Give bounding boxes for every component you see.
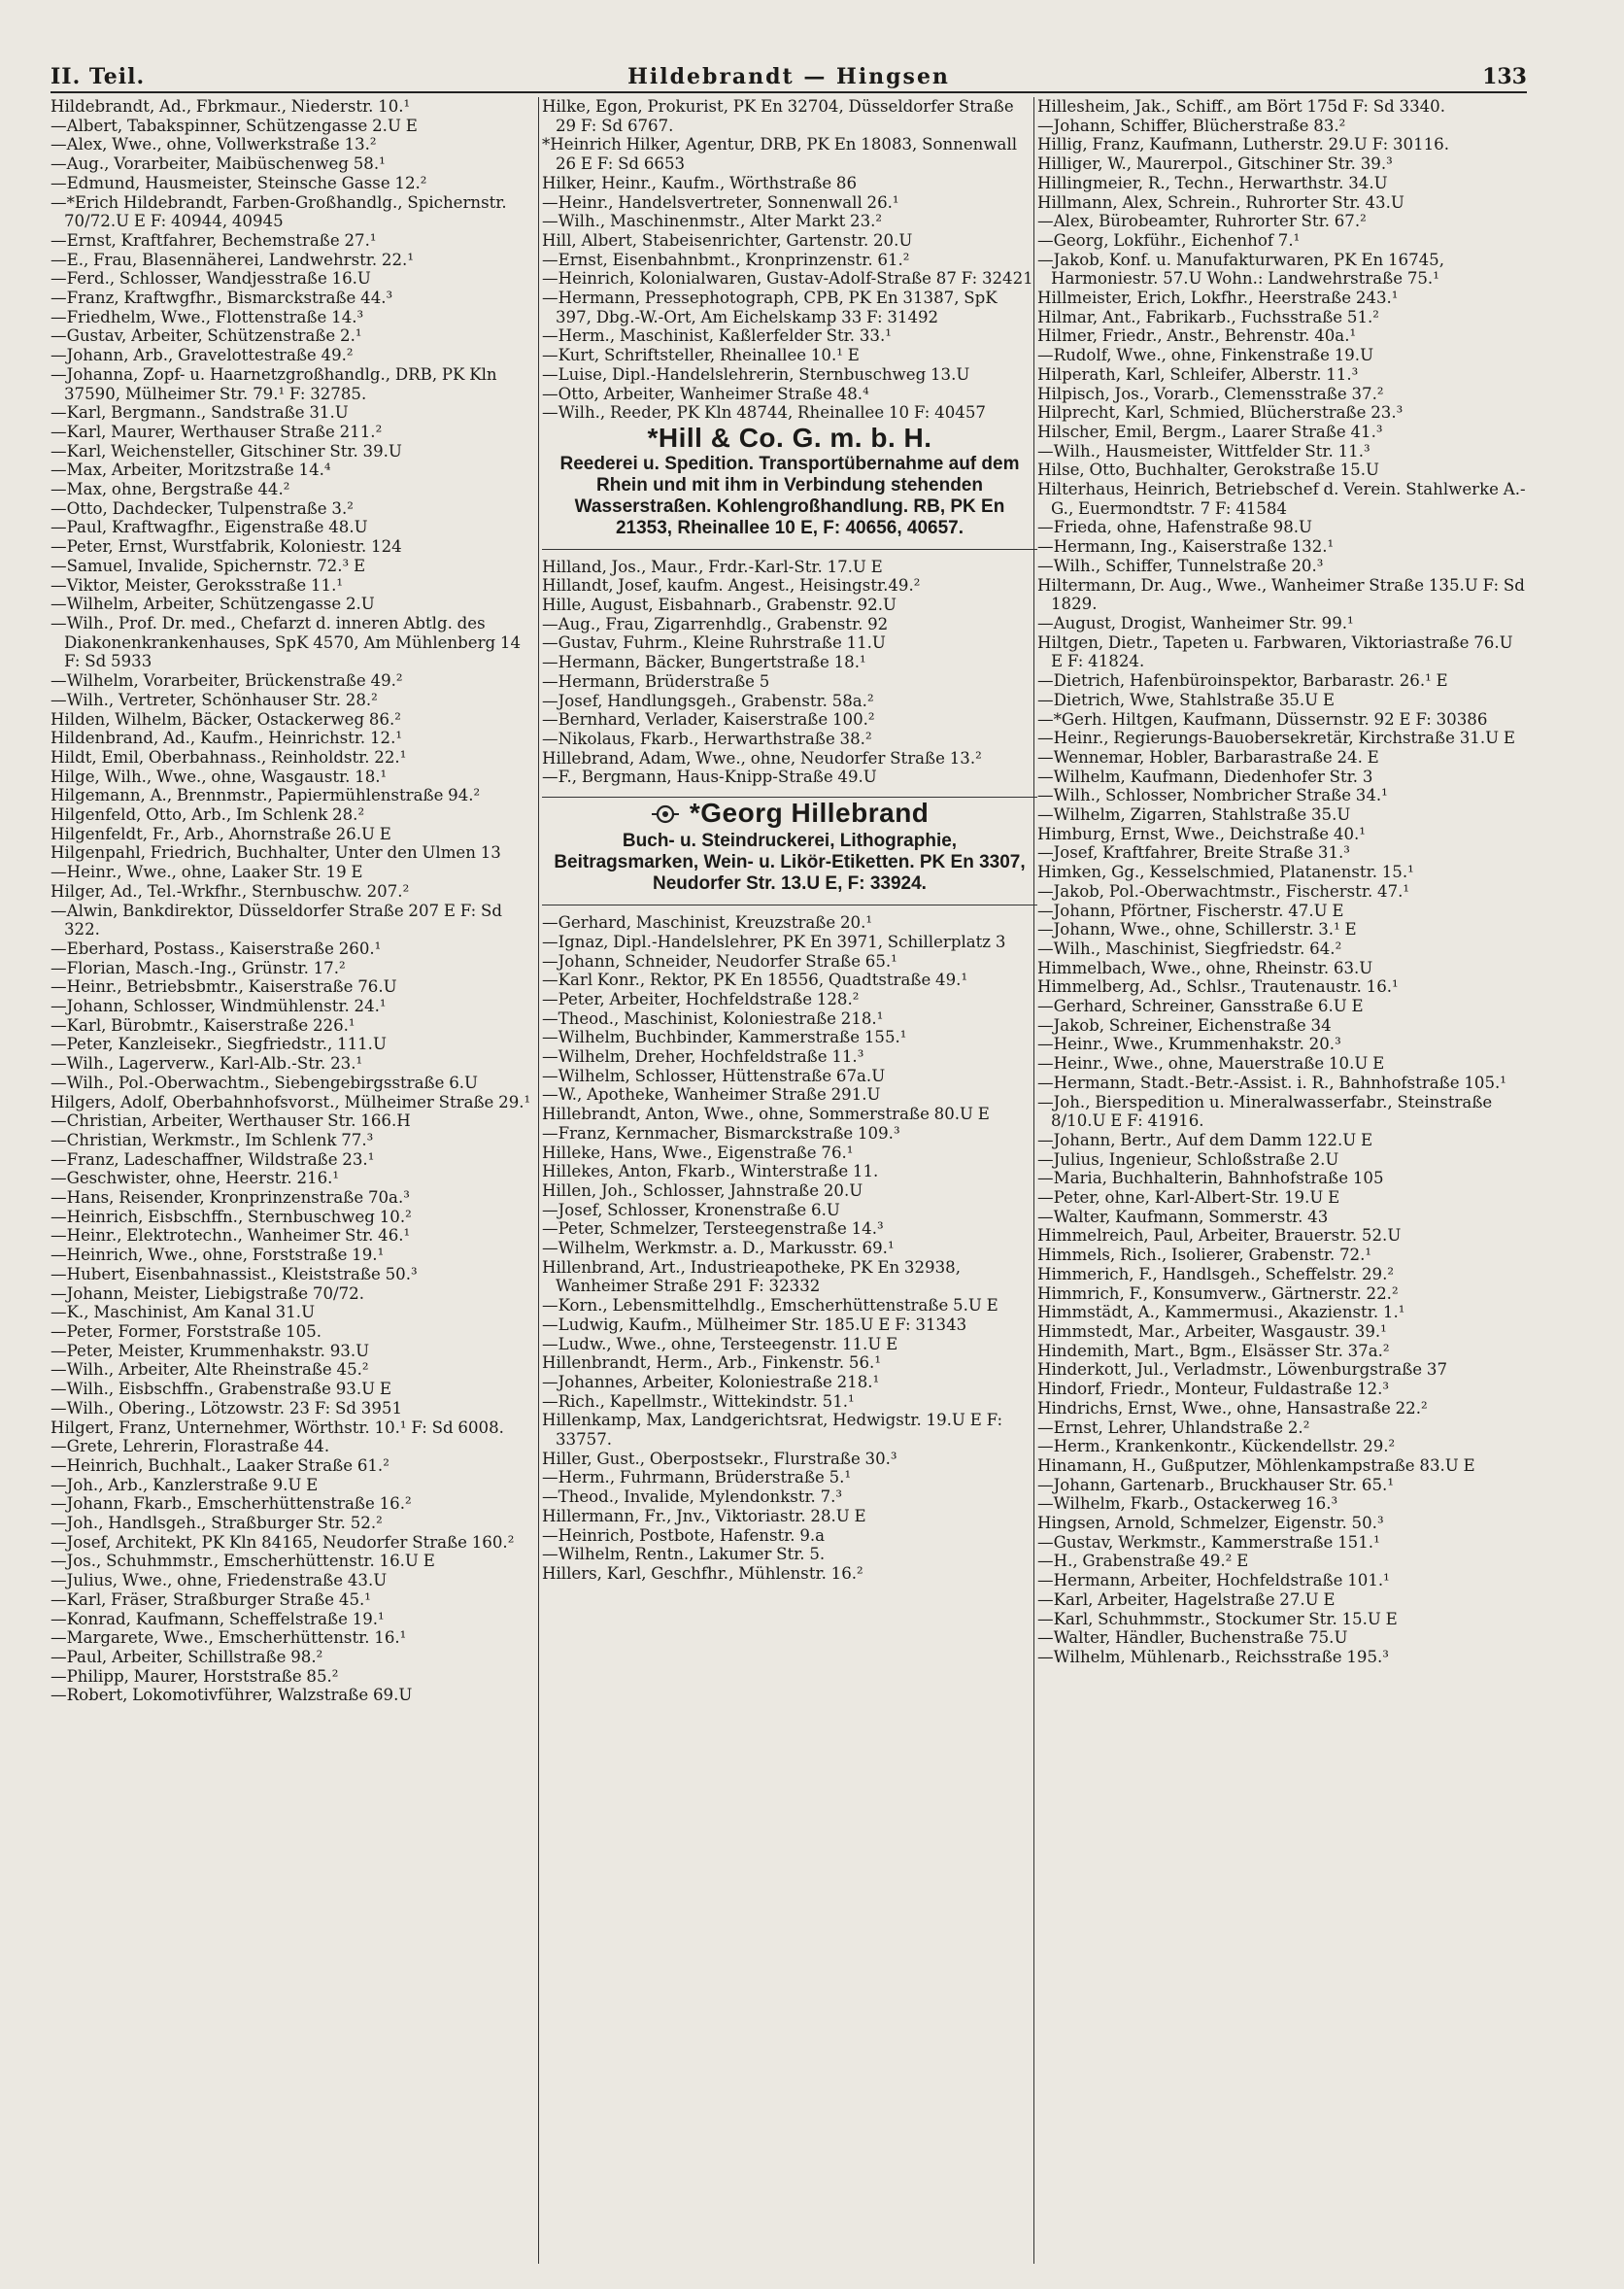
- directory-entry: —Herm., Krankenkontr., Kückendellstr. 29.²: [1037, 1437, 1396, 1456]
- directory-entry: Hillingmeier, R., Techn., Herwarthstr. 34.U: [1037, 173, 1388, 192]
- directory-entry: Hilland, Jos., Maur., Frdr.-Karl-Str. 17.U E: [542, 557, 883, 576]
- directory-entry: —Albert, Tabakspinner, Schützengasse 2.U E: [51, 116, 418, 135]
- directory-entry: —Hans, Reisender, Kronprinzenstraße 70a.³: [51, 1188, 410, 1208]
- directory-entry: —*Erich Hildebrandt, Farben-Großhandlg., Spichernstr. 70/72.U E F: 40944, 40945: [51, 192, 507, 231]
- directory-entry: —Karl Konr., Rektor, PK En 18556, Quadtstraße 49.¹: [542, 971, 968, 990]
- directory-entry: Hildenbrand, Ad., Kaufm., Heinrichstr. 12.¹: [51, 729, 403, 748]
- directory-entry: —Dietrich, Hafenbüroinspektor, Barbarastr. 26.¹ E: [1037, 671, 1448, 691]
- directory-entry: —Herm., Maschinist, Kaßlerfelder Str. 33.¹: [542, 326, 892, 346]
- directory-entry: —Peter, Former, Forststraße 105.: [51, 1322, 322, 1341]
- advert-rule: [542, 549, 1037, 550]
- directory-entry: —Gustav, Werkmstr., Kammerstraße 151.¹: [1037, 1532, 1380, 1552]
- directory-entry: —Aug., Frau, Zigarrenhdlg., Grabenstr. 92: [542, 614, 889, 633]
- directory-entry: —Franz, Ladeschaffner, Wildstraße 23.¹: [51, 1149, 375, 1169]
- directory-entry: —Wilh., Schlosser, Nombricher Straße 34.¹: [1037, 786, 1388, 805]
- directory-entry: Hillenbrandt, Herm., Arb., Finkenstr. 56.¹: [542, 1353, 881, 1373]
- directory-entry: Hilmer, Friedr., Anstr., Behrenstr. 40a.¹: [1037, 326, 1357, 346]
- directory-entry: —Josef, Schlosser, Kronenstraße 6.U: [542, 1200, 840, 1219]
- directory-entry: —Paul, Arbeiter, Schillstraße 98.²: [51, 1647, 323, 1666]
- directory-entry: —Hubert, Eisenbahnassist., Kleiststraße 50.³: [51, 1264, 418, 1283]
- directory-entry: Hill, Albert, Stabeisenrichter, Gartenstr. 20.U: [542, 230, 913, 250]
- directory-entry: —Wilhelm, Dreher, Hochfeldstraße 11.³: [542, 1047, 864, 1067]
- directory-entry: Himburg, Ernst, Wwe., Deichstraße 40.¹: [1037, 824, 1366, 843]
- directory-entry: —Max, ohne, Bergstraße 44.²: [51, 480, 290, 499]
- directory-entry: —Paul, Kraftwagfhr., Eigenstraße 48.U: [51, 518, 368, 537]
- directory-entry: —Korn., Lebensmittelhdlg., Emscherhüttenstraße 5.U E: [542, 1296, 998, 1315]
- directory-entry: Hildebrandt, Ad., Fbrkmaur., Niederstr. 10.¹: [51, 97, 411, 116]
- middle-mid-entries: [542, 558, 1037, 787]
- directory-entry: —Wilh., Arbeiter, Alte Rheinstraße 45.²: [51, 1360, 369, 1380]
- directory-entry: Hilpisch, Jos., Vorarb., Clemensstraße 37.²: [1037, 384, 1384, 403]
- directory-entry: Hillmeister, Erich, Lokfhr., Heerstraße 243.¹: [1037, 289, 1399, 308]
- directory-entry: —Peter, Arbeiter, Hochfeldstraße 128.²: [542, 989, 860, 1008]
- directory-entry: —Johann, Meister, Liebigstraße 70/72.: [51, 1283, 365, 1303]
- directory-entry: —Karl, Fräser, Straßburger Straße 45.¹: [51, 1589, 371, 1609]
- directory-entry: Hilliger, W., Maurerpol., Gitschiner Str. 39.³: [1037, 154, 1393, 174]
- directory-entry: —Wilhelm, Werkmstr. a. D., Markusstr. 69.¹: [542, 1239, 895, 1258]
- directory-entry: Hillenbrand, Art., Industrieapotheke, PK En 32938, Wanheimer Straße 291 F: 32332: [542, 1257, 961, 1296]
- directory-entry: —Gustav, Arbeiter, Schützenstraße 2.¹: [51, 326, 362, 346]
- directory-entry: —*Gerh. Hiltgen, Kaufmann, Düssernstr. 92 E F: 30386: [1037, 709, 1488, 729]
- directory-entry: Hiltermann, Dr. Aug., Wwe., Wanheimer Straße 135.U F: Sd 1829.: [1037, 575, 1525, 614]
- directory-entry: Hille, August, Eisbahnarb., Grabenstr. 92.U: [542, 596, 897, 615]
- directory-entry: Hillebrandt, Anton, Wwe., ohne, Sommerstraße 80.U E: [542, 1105, 990, 1124]
- directory-entry: Hilker, Heinr., Kaufm., Wörthstraße 86: [542, 173, 858, 192]
- directory-entry: —Heinrich, Kolonialwaren, Gustav-Adolf-Straße 87 F: 32421: [542, 269, 1033, 289]
- directory-entry: —Karl, Maurer, Werthauser Straße 211.²: [51, 422, 383, 441]
- directory-entry: Hilleke, Hans, Wwe., Eigenstraße 76.¹: [542, 1143, 854, 1162]
- directory-entry: Hilden, Wilhelm, Bäcker, Ostackerweg 86.²: [51, 709, 401, 729]
- directory-entry: Himmrich, F., Konsumverw., Gärtnerstr. 22.²: [1037, 1283, 1399, 1303]
- directory-entry: —Samuel, Invalide, Spichernstr. 72.³ E: [51, 556, 366, 575]
- directory-entry: Hillen, Joh., Schlosser, Jahnstraße 20.U: [542, 1180, 863, 1200]
- directory-entry: Hilterhaus, Heinrich, Betriebschef d. Verein. Stahlwerke A.-G., Euermondtstr. 7 F: 41584: [1037, 480, 1526, 518]
- header-rule: [51, 91, 1527, 93]
- directory-entry: —Philipp, Maurer, Horststraße 85.²: [51, 1666, 339, 1686]
- directory-entry: —Ernst, Eisenbahnbmt., Kronprinzenstr. 61.²: [542, 250, 910, 269]
- directory-entry: Hilger, Ad., Tel.-Wrkfhr., Sternbuschw. 207.²: [51, 881, 410, 901]
- directory-entry: —Wilh., Obering., Lötzowstr. 23 F: Sd 3951: [51, 1398, 403, 1418]
- directory-entry: —Josef, Handlungsgeh., Grabenstr. 58a.²: [542, 691, 874, 710]
- directory-entry: Hindorf, Friedr., Monteur, Fuldastraße 12.³: [1037, 1380, 1389, 1399]
- directory-entry: —Walter, Kaufmann, Sommerstr. 43: [1037, 1207, 1329, 1226]
- directory-entry: Hillenkamp, Max, Landgerichtsrat, Hedwigstr. 19.U E F: 33757.: [542, 1411, 1003, 1450]
- directory-entry: —Wilh., Prof. Dr. med., Chefarzt d. inneren Abtlg. des Diakonenkrankenhauses, SpK 4570, Am Mühlenberg 14 F: Sd 5933: [51, 613, 522, 671]
- directory-entry: —Jos., Schuhmmstr., Emscherhüttenstr. 16.U E: [51, 1552, 435, 1571]
- directory-entry: Hillandt, Josef, kaufm. Angest., Heisingstr.49.²: [542, 576, 921, 596]
- directory-entry: —Margarete, Wwe., Emscherhüttenstr. 16.¹: [51, 1628, 407, 1648]
- directory-entry: —Konrad, Kaufmann, Scheffelstraße 19.¹: [51, 1609, 385, 1628]
- directory-entry: —Wilhelm, Mühlenarb., Reichsstraße 195.³: [1037, 1647, 1389, 1666]
- directory-entry: Himmelreich, Paul, Arbeiter, Brauerstr. 52.U: [1037, 1226, 1402, 1246]
- directory-entry: Hillebrand, Adam, Wwe., ohne, Neudorfer Straße 13.²: [542, 748, 982, 768]
- directory-entry: —Wilh., Vertreter, Schönhauser Str. 28.²: [51, 690, 378, 709]
- directory-entry: —Wilhelm, Buchbinder, Kammerstraße 155.¹: [542, 1028, 907, 1047]
- directory-entry: —Peter, Schmelzer, Tersteegenstraße 14.³: [542, 1219, 884, 1239]
- directory-entry: —Johann, Wwe., ohne, Schillerstr. 3.¹ E: [1037, 920, 1357, 940]
- advert-firm-name: [542, 798, 1037, 829]
- directory-entry: —Johann, Bertr., Auf dem Damm 122.U E: [1037, 1130, 1373, 1149]
- directory-entry: —Hermann, Arbeiter, Hochfeldstraße 101.¹: [1037, 1571, 1390, 1590]
- directory-entry: —Johann, Schlosser, Windmühlenstr. 24.¹: [51, 997, 387, 1016]
- directory-entry: —Karl, Schuhmmstr., Stockumer Str. 15.U E: [1037, 1609, 1398, 1628]
- page-title: Hildebrandt — Hingsen: [627, 64, 950, 89]
- directory-entry: —Rudolf, Wwe., ohne, Finkenstraße 19.U: [1037, 346, 1374, 365]
- directory-entry: Hillers, Karl, Geschfhr., Mühlenstr. 16.²: [542, 1564, 863, 1583]
- advert-firm-name: *Hill & Co. G. m. b. H.: [647, 422, 932, 453]
- directory-entry: Himmerich, F., Handlsgeh., Scheffelstr. 29.²: [1037, 1264, 1395, 1283]
- directory-entry: —Wilh., Lagerverw., Karl-Alb.-Str. 23.¹: [51, 1054, 363, 1074]
- directory-entry: —Peter, Kanzleisekr., Siegfriedstr., 111.U: [51, 1035, 387, 1054]
- directory-entry: —Wilhelm, Vorarbeiter, Brückenstraße 49.²: [51, 671, 403, 691]
- directory-entry: —Wilh., Maschinist, Siegfriedstr. 64.²: [1037, 939, 1342, 958]
- directory-entry: —Joh., Bierspedition u. Mineralwasserfabr., Steinstraße 8/10.U E F: 41916.: [1037, 1092, 1493, 1131]
- directory-entry: Himmstedt, Mar., Arbeiter, Wasgaustr. 39.¹: [1037, 1322, 1387, 1341]
- directory-entry: Himmelberg, Ad., Schlsr., Trautenaustr. 16.¹: [1037, 977, 1399, 997]
- directory-entry: —Ludwig, Kaufm., Mülheimer Str. 185.U E F: 31343: [542, 1315, 967, 1334]
- directory-entry: —Wennemar, Hobler, Barbarastraße 24. E: [1037, 747, 1379, 767]
- directory-entry: —Otto, Dachdecker, Tulpenstraße 3.²: [51, 498, 354, 518]
- directory-entry: —Friedhelm, Wwe., Flottenstraße 14.³: [51, 307, 364, 326]
- directory-entry: —Wilhelm, Arbeiter, Schützengasse 2.U: [51, 595, 375, 614]
- directory-entry: Himmels, Rich., Isolierer, Grabenstr. 72.¹: [1037, 1246, 1372, 1265]
- directory-entry: Hindemith, Mart., Bgm., Elsässer Str. 37a.²: [1037, 1341, 1390, 1360]
- directory-entry: —Alex, Wwe., ohne, Vollwerkstraße 13.²: [51, 135, 377, 154]
- directory-entry: —Geschwister, ohne, Heerstr. 216.¹: [51, 1169, 340, 1188]
- advert-firm-label: *Georg Hillebrand: [689, 798, 930, 829]
- directory-entry: Hilgers, Adolf, Oberbahnhofsvorst., Mülheimer Straße 29.¹: [51, 1092, 531, 1111]
- directory-entry: Hilke, Egon, Prokurist, PK En 32704, Düsseldorfer Straße 29 F: Sd 6767.: [542, 97, 1014, 135]
- directory-entry: —Wilhelm, Schlosser, Hüttenstraße 67a.U: [542, 1066, 886, 1085]
- directory-entry: —Johann, Pförtner, Fischerstr. 47.U E: [1037, 901, 1344, 920]
- directory-entry: —Joh., Arb., Kanzlerstraße 9.U E: [51, 1475, 319, 1494]
- directory-entry: —Max, Arbeiter, Moritzstraße 14.⁴: [51, 461, 331, 480]
- directory-entry: —Joh., Handlsgeh., Straßburger Str. 52.²: [51, 1514, 383, 1533]
- directory-entry: Hinamann, H., Gußputzer, Möhlenkampstraße 83.U E: [1037, 1455, 1475, 1475]
- directory-entry: —Ferd., Schlosser, Wandjesstraße 16.U: [51, 269, 371, 289]
- directory-entry: —Peter, Ernst, Wurstfabrik, Koloniestr. 124: [51, 537, 402, 557]
- directory-entry: —Heinrich, Eisbschffn., Sternbuschweg 10.²: [51, 1207, 412, 1226]
- directory-entry: Hilgenfeldt, Fr., Arb., Ahornstraße 26.U E: [51, 824, 391, 843]
- directory-entry: —Wilhelm, Rentn., Lakumer Str. 5.: [542, 1545, 826, 1564]
- advert-hill-co: [542, 422, 1037, 550]
- column-right: [1037, 97, 1527, 2283]
- directory-entry: —Kurt, Schriftsteller, Rheinallee 10.¹ E: [542, 346, 860, 365]
- directory-entry: —Dietrich, Wwe, Stahlstraße 35.U E: [1037, 690, 1335, 709]
- directory-entry: Hinderkott, Jul., Verladmstr., Löwenburgstraße 37: [1037, 1360, 1448, 1380]
- directory-entry: —H., Grabenstraße 49.² E: [1037, 1552, 1249, 1571]
- directory-entry: —Ernst, Kraftfahrer, Bechemstraße 27.¹: [51, 230, 377, 250]
- directory-entry: Hiltgen, Dietr., Tapeten u. Farbwaren, Viktoriastraße 76.U E F: 41824.: [1037, 632, 1513, 671]
- directory-entry: —Alex, Bürobeamter, Ruhrorter Str. 67.²: [1037, 212, 1367, 231]
- part-label: II. Teil.: [51, 64, 146, 89]
- directory-entry: —Maria, Buchhalterin, Bahnhofstraße 105: [1037, 1169, 1384, 1188]
- directory-entry: —Rich., Kapellmstr., Wittekindstr. 51.¹: [542, 1391, 855, 1411]
- directory-entry: —Gerhard, Schreiner, Gansstraße 6.U E: [1037, 997, 1364, 1016]
- directory-entry: Hilgert, Franz, Unternehmer, Wörthstr. 10.¹ F: Sd 6008.: [51, 1418, 504, 1437]
- directory-entry: Hillig, Franz, Kaufmann, Lutherstr. 29.U F: 30116.: [1037, 135, 1450, 154]
- directory-entry: Hillmann, Alex, Schrein., Ruhrorter Str. 43.U: [1037, 192, 1404, 212]
- directory-entry: —Johann, Gartenarb., Bruckhauser Str. 65.¹: [1037, 1475, 1394, 1494]
- directory-entry: —Otto, Arbeiter, Wanheimer Straße 48.⁴: [542, 384, 869, 403]
- page-number: 133: [1482, 64, 1527, 89]
- directory-entry: Hindrichs, Ernst, Wwe., ohne, Hansastraße 22.²: [1037, 1398, 1428, 1418]
- directory-entry: —Frieda, ohne, Hafenstraße 98.U: [1037, 518, 1313, 537]
- directory-entry: *Heinrich Hilker, Agentur, DRB, PK En 18083, Sonnenwall 26 E F: Sd 6653: [542, 135, 1018, 174]
- directory-entry: —Heinr., Regierungs-Bauobersekretär, Kirchstraße 31.U E: [1037, 729, 1515, 748]
- directory-entry: —Robert, Lokomotivführer, Walzstraße 69.U: [51, 1686, 413, 1705]
- directory-entry: —Herm., Fuhrmann, Brüderstraße 5.¹: [542, 1468, 852, 1487]
- directory-entry: —Josef, Architekt, PK Kln 84165, Neudorfer Straße 160.²: [51, 1532, 515, 1552]
- directory-entry: —Bernhard, Verlader, Kaiserstraße 100.²: [542, 710, 875, 730]
- directory-entry: —Karl, Bürobmtr., Kaiserstraße 226.¹: [51, 1015, 355, 1035]
- directory-entry: —Heinrich, Postbote, Hafenstr. 9.a: [542, 1525, 826, 1545]
- directory-entry: —Karl, Bergmann., Sandstraße 31.U: [51, 403, 349, 423]
- directory-entry: —Christian, Werkmstr., Im Schlenk 77.³: [51, 1130, 374, 1149]
- directory-entry: —Karl, Arbeiter, Hagelstraße 27.U E: [1037, 1589, 1336, 1609]
- directory-entry: —Wilh., Maschinenmstr., Alter Markt 23.²: [542, 212, 883, 231]
- directory-entry: —Johann, Schneider, Neudorfer Straße 65.¹: [542, 951, 897, 971]
- directory-entry: —Viktor, Meister, Geroksstraße 11.¹: [51, 575, 344, 595]
- directory-entry: —Wilhelm, Kaufmann, Diedenhofer Str. 3: [1037, 767, 1373, 786]
- directory-entry: —Wilh., Hausmeister, Wittfelder Str. 11.³: [1037, 441, 1370, 461]
- directory-entry: —Hermann, Brüderstraße 5: [542, 671, 770, 691]
- column-middle: [542, 97, 1037, 2283]
- directory-entry: —Heinr., Handelsvertreter, Sonnenwall 26.¹: [542, 192, 899, 212]
- directory-entry: —K., Maschinist, Am Kanal 31.U: [51, 1303, 316, 1322]
- directory-entry: —Julius, Ingenieur, Schloßstraße 2.U: [1037, 1149, 1339, 1169]
- directory-entry: Hiller, Gust., Oberpostsekr., Flurstraße 30.³: [542, 1449, 897, 1468]
- directory-entry: —Heinr., Wwe., ohne, Laaker Str. 19 E: [51, 863, 363, 882]
- directory-entry: —Heinr., Wwe., Krummenhakstr. 20.³: [1037, 1035, 1341, 1054]
- directory-entry: —Ignaz, Dipl.-Handelslehrer, PK En 3971, Schillerplatz 3: [542, 932, 1006, 951]
- directory-entry: Himmstädt, A., Kammermusi., Akazienstr. 1.¹: [1037, 1303, 1405, 1322]
- directory-entry: —Heinr., Wwe., ohne, Mauerstraße 10.U E: [1037, 1054, 1385, 1074]
- directory-entry: —Johann, Fkarb., Emscherhüttenstraße 16.²: [51, 1494, 412, 1514]
- directory-entry: —Edmund, Hausmeister, Steinsche Gasse 12.²: [51, 173, 427, 192]
- directory-entry: —Wilh., Schiffer, Tunnelstraße 20.³: [1037, 556, 1324, 575]
- directory-entry: —Josef, Kraftfahrer, Breite Straße 31.³: [1037, 843, 1350, 863]
- directory-entry: —Nikolaus, Fkarb., Herwarthstraße 38.²: [542, 729, 872, 748]
- directory-entry: Hildt, Emil, Oberbahnass., Reinholdstr. 22.¹: [51, 747, 407, 767]
- directory-entry: Himmelbach, Wwe., ohne, Rheinstr. 63.U: [1037, 958, 1373, 977]
- directory-entry: Hillekes, Anton, Fkarb., Winterstraße 11.: [542, 1162, 879, 1181]
- directory-entry: Hillesheim, Jak., Schiff., am Bört 175d F: Sd 3340.: [1037, 97, 1446, 116]
- directory-entry: —Hermann, Pressephotograph, CPB, PK En 31387, SpK 397, Dbg.-W.-Ort, Am Eichelskamp 33 F: 31492: [542, 289, 998, 326]
- directory-entry: —Karl, Weichensteller, Gitschiner Str. 39.U: [51, 441, 402, 461]
- directory-entry: —Gerhard, Maschinist, Kreuzstraße 20.¹: [542, 913, 873, 933]
- directory-entry: —Theod., Maschinist, Koloniestraße 218.¹: [542, 1008, 884, 1028]
- directory-entry: —Jakob, Konf. u. Manufakturwaren, PK En 16745, Harmoniestr. 57.U Wohn.: Landwehrstraße 75.¹: [1037, 250, 1445, 289]
- directory-entry: Hilgenfeld, Otto, Arb., Im Schlenk 28.²: [51, 805, 365, 825]
- directory-entry: —Wilh., Reeder, PK Kln 48744, Rheinallee 10 F: 40457: [542, 403, 986, 423]
- directory-entry: Hilmar, Ant., Fabrikarb., Fuchsstraße 51.²: [1037, 307, 1379, 326]
- directory-entry: Hilge, Wilh., Wwe., ohne, Wasgaustr. 18.¹: [51, 767, 388, 786]
- directory-entry: —Christian, Arbeiter, Werthauser Str. 166.H: [51, 1111, 411, 1131]
- directory-entry: Hilse, Otto, Buchhalter, Gerokstraße 15.U: [1037, 461, 1379, 480]
- directory-entry: —Jakob, Pol.-Oberwachtmstr., Fischerstr. 47.¹: [1037, 881, 1410, 901]
- directory-entry: —Grete, Lehrerin, Florastraße 44.: [51, 1437, 330, 1456]
- directory-entry: —Johann, Schiffer, Blücherstraße 83.²: [1037, 116, 1346, 135]
- directory-entry: —Wilh., Eisbschffn., Grabenstraße 93.U E: [51, 1380, 391, 1399]
- directory-entry: —Aug., Vorarbeiter, Maibüschenweg 58.¹: [51, 154, 386, 174]
- advert-hillebrand: [542, 797, 1037, 905]
- directory-entry: —E., Frau, Blasennäherei, Landwehrstr. 22.¹: [51, 250, 414, 269]
- directory-entry: —Heinr., Betriebsbmtr., Kaiserstraße 76.U: [51, 977, 397, 997]
- directory-entry: —Georg, Lokführ., Eichenhof 7.¹: [1037, 230, 1301, 250]
- directory-entry: —Jakob, Schreiner, Eichenstraße 34: [1037, 1015, 1332, 1035]
- directory-entry: —Theod., Invalide, Mylendonkstr. 7.³: [542, 1487, 843, 1507]
- directory-entry: Hilgemann, A., Brennmstr., Papiermühlenstraße 94.²: [51, 786, 481, 805]
- directory-entry: —Ernst, Lehrer, Uhlandstraße 2.²: [1037, 1418, 1310, 1437]
- middle-bottom-entries: [542, 913, 1037, 1584]
- directory-entry: Himken, Gg., Kesselschmied, Platanenstr. 15.¹: [1037, 863, 1414, 882]
- printer-ornament-icon: [651, 803, 680, 825]
- directory-entry: —Wilhelm, Fkarb., Ostackerweg 16.³: [1037, 1494, 1338, 1514]
- directory-entry: —F., Bergmann, Haus-Knipp-Straße 49.U: [542, 768, 877, 787]
- directory-entry: —Luise, Dipl.-Handelslehrerin, Sternbuschweg 13.U: [542, 364, 970, 384]
- directory-entry: —Franz, Kernmacher, Bismarckstraße 109.³: [542, 1123, 900, 1143]
- directory-entry: —Florian, Masch.-Ing., Grünstr. 17.²: [51, 958, 346, 977]
- directory-entry: Hilperath, Karl, Schleifer, Alberstr. 11.³: [1037, 364, 1359, 384]
- directory-entry: —Wilh., Pol.-Oberwachtm., Siebengebirgsstraße 6.U: [51, 1073, 479, 1092]
- directory-entry: —Julius, Wwe., ohne, Friedenstraße 43.U: [51, 1571, 388, 1590]
- directory-entry: —Johannes, Arbeiter, Koloniestraße 218.¹: [542, 1372, 880, 1391]
- directory-entry: Hilgenpahl, Friedrich, Buchhalter, Unter den Ulmen 13: [51, 843, 501, 863]
- directory-entry: —Johann, Arb., Gravelottestraße 49.²: [51, 346, 354, 365]
- directory-entry: —Hermann, Stadt.-Betr.-Assist. i. R., Bahnhofstraße 105.¹: [1037, 1073, 1506, 1092]
- directory-entry: —Alwin, Bankdirektor, Düsseldorfer Straße 207 E F: Sd 322.: [51, 901, 503, 940]
- directory-entry: —Ludw., Wwe., ohne, Tersteegenstr. 11.U E: [542, 1334, 898, 1353]
- directory-entry: —August, Drogist, Wanheimer Str. 99.¹: [1037, 613, 1354, 632]
- directory-entry: Hilscher, Emil, Bergm., Laarer Straße 41.³: [1037, 422, 1383, 441]
- directory-entry: —Peter, Meister, Krummenhakstr. 93.U: [51, 1341, 370, 1360]
- directory-entry: Hillermann, Fr., Jnv., Viktoriastr. 28.U E: [542, 1506, 866, 1525]
- directory-entry: —Heinrich, Buchhalt., Laaker Straße 61.²: [51, 1455, 389, 1475]
- directory-entry: Hingsen, Arnold, Schmelzer, Eigenstr. 50.³: [1037, 1514, 1384, 1533]
- directory-entry: —Eberhard, Postass., Kaiserstraße 260.¹: [51, 939, 382, 958]
- page-header: [51, 60, 1527, 99]
- directory-entry: —Walter, Händler, Buchenstraße 75.U: [1037, 1628, 1348, 1648]
- advert-text: Buch- u. Steindruckerei, Lithographie, Beitragsmarken, Wein- u. Likör-Etiketten. PK En 3307, Neudorfer Str. 13.U E, F: 33924.: [554, 831, 1026, 895]
- directory-entry: —Hermann, Bäcker, Bungertstraße 18.¹: [542, 653, 866, 672]
- directory-entry: —Franz, Kraftwgfhr., Bismarckstraße 44.³: [51, 289, 393, 308]
- directory-entry: —Johanna, Zopf- u. Haarnetzgroßhandlg., DRB, PK Kln 37590, Mülheimer Str. 79.¹ F: 32785.: [51, 364, 497, 403]
- directory-entry: —Heinrich, Wwe., ohne, Forststraße 19.¹: [51, 1246, 385, 1265]
- directory-entry: —W., Apotheke, Wanheimer Straße 291.U: [542, 1085, 881, 1105]
- advert-text: Reederei u. Spedition. Transportübernahme auf dem Rhein und mit ihm in Verbindung stehenden Wasserstraßen. Kohlengroßhandlung. RB, PK En 21353, Rheinallee 10 E, F: 40656, 40657.: [559, 453, 1020, 538]
- directory-entry: Hilprecht, Karl, Schmied, Blücherstraße 23.³: [1037, 403, 1404, 423]
- directory-entry: —Wilhelm, Zigarren, Stahlstraße 35.U: [1037, 805, 1351, 825]
- directory-entry: —Hermann, Ing., Kaiserstraße 132.¹: [1037, 537, 1335, 557]
- directory-entry: —Heinr., Elektrotechn., Wanheimer Str. 46.¹: [51, 1226, 411, 1246]
- column-left: [51, 97, 536, 2283]
- column-divider: [538, 97, 539, 2264]
- directory-entry: —Gustav, Fuhrm., Kleine Ruhrstraße 11.U: [542, 633, 886, 653]
- middle-top-entries: [542, 97, 1037, 423]
- directory-entry: —Peter, ohne, Karl-Albert-Str. 19.U E: [1037, 1188, 1340, 1208]
